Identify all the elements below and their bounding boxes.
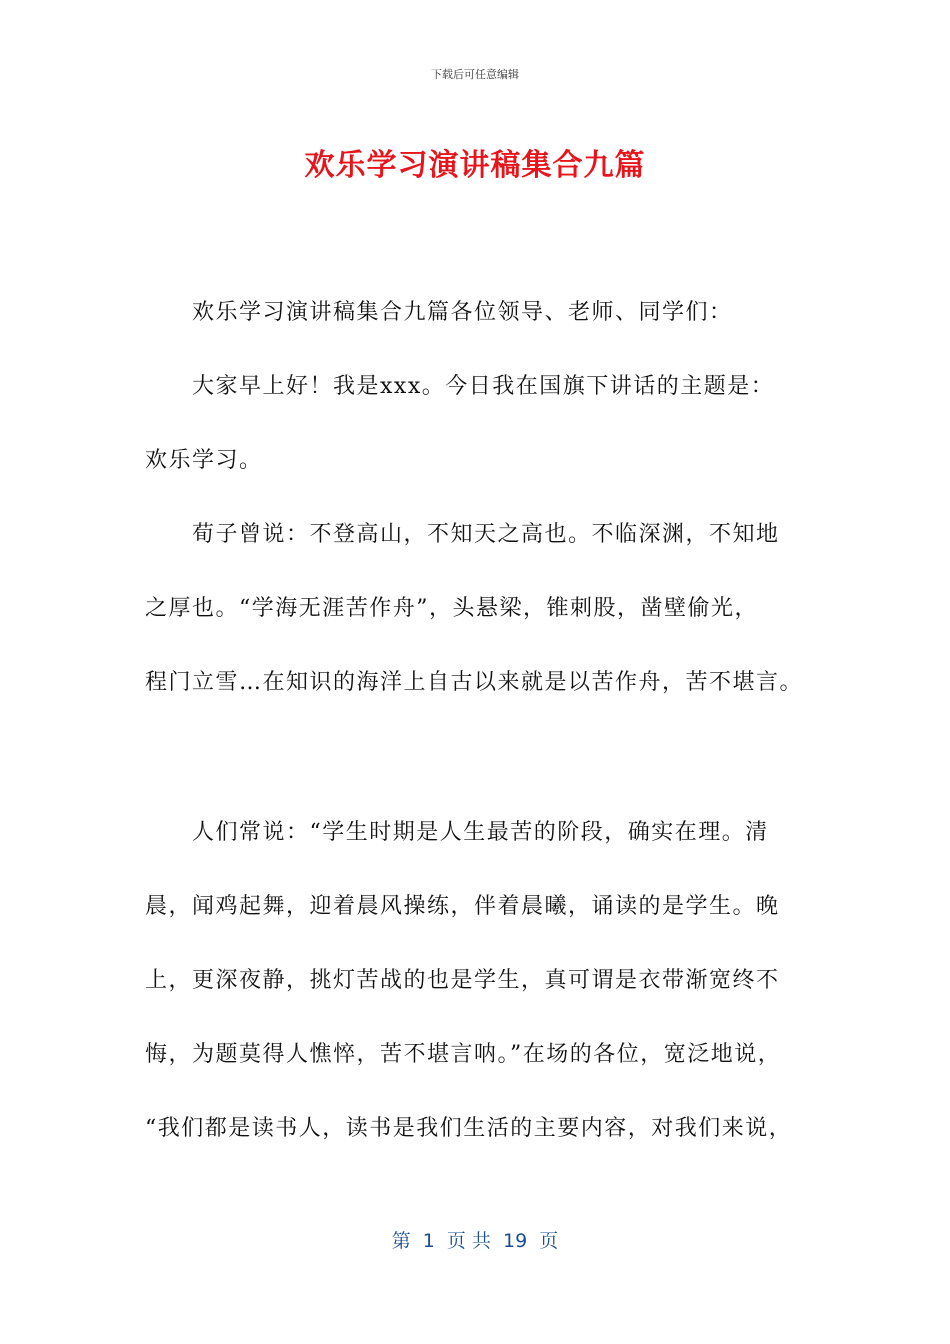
paragraph-line: 悔，为题莫得人憔悴，苦不堪言呐。”在场的各位，宽泛地说， [145,1042,782,1067]
header-note: 下载后可任意编辑 [431,68,519,81]
paragraph-line: “我们都是读书人，读书是我们生活的主要内容，对我们来说， [145,1116,793,1141]
paragraph-line: 欢乐学习演讲稿集合九篇各位领导、老师、同学们： [192,300,733,325]
paragraph-line: 人们常说：“学生时期是人生最苦的阶段，确实在理。清 [192,820,769,845]
paragraph-line: 欢乐学习。 [145,448,263,473]
page-number-footer: 第 1 页 共 19 页 [391,1230,559,1252]
paragraph-line: 程门立雪…在知识的海洋上自古以来就是以苦作舟，苦不堪言。 [145,670,804,695]
paragraph-line: 之厚也。“学海无涯苦作舟”，头悬梁，锥刺股，凿壁偷光， [145,596,758,621]
paragraph-line: 上，更深夜静，挑灯苦战的也是学生，真可谓是衣带渐宽终不 [145,968,780,993]
paragraph-line: 大家早上好！我是xxx。今日我在国旗下讲话的主题是： [192,374,775,399]
document-title: 欢乐学习演讲稿集合九篇 [304,148,646,183]
document-body [145,276,825,1166]
paragraph-gap [145,720,825,796]
paragraph-line: 荀子曾说：不登高山，不知天之高也。不临深渊，不知地 [192,522,780,547]
paragraph-line: 晨，闻鸡起舞，迎着晨风操练，伴着晨曦，诵读的是学生。晚 [145,894,780,919]
